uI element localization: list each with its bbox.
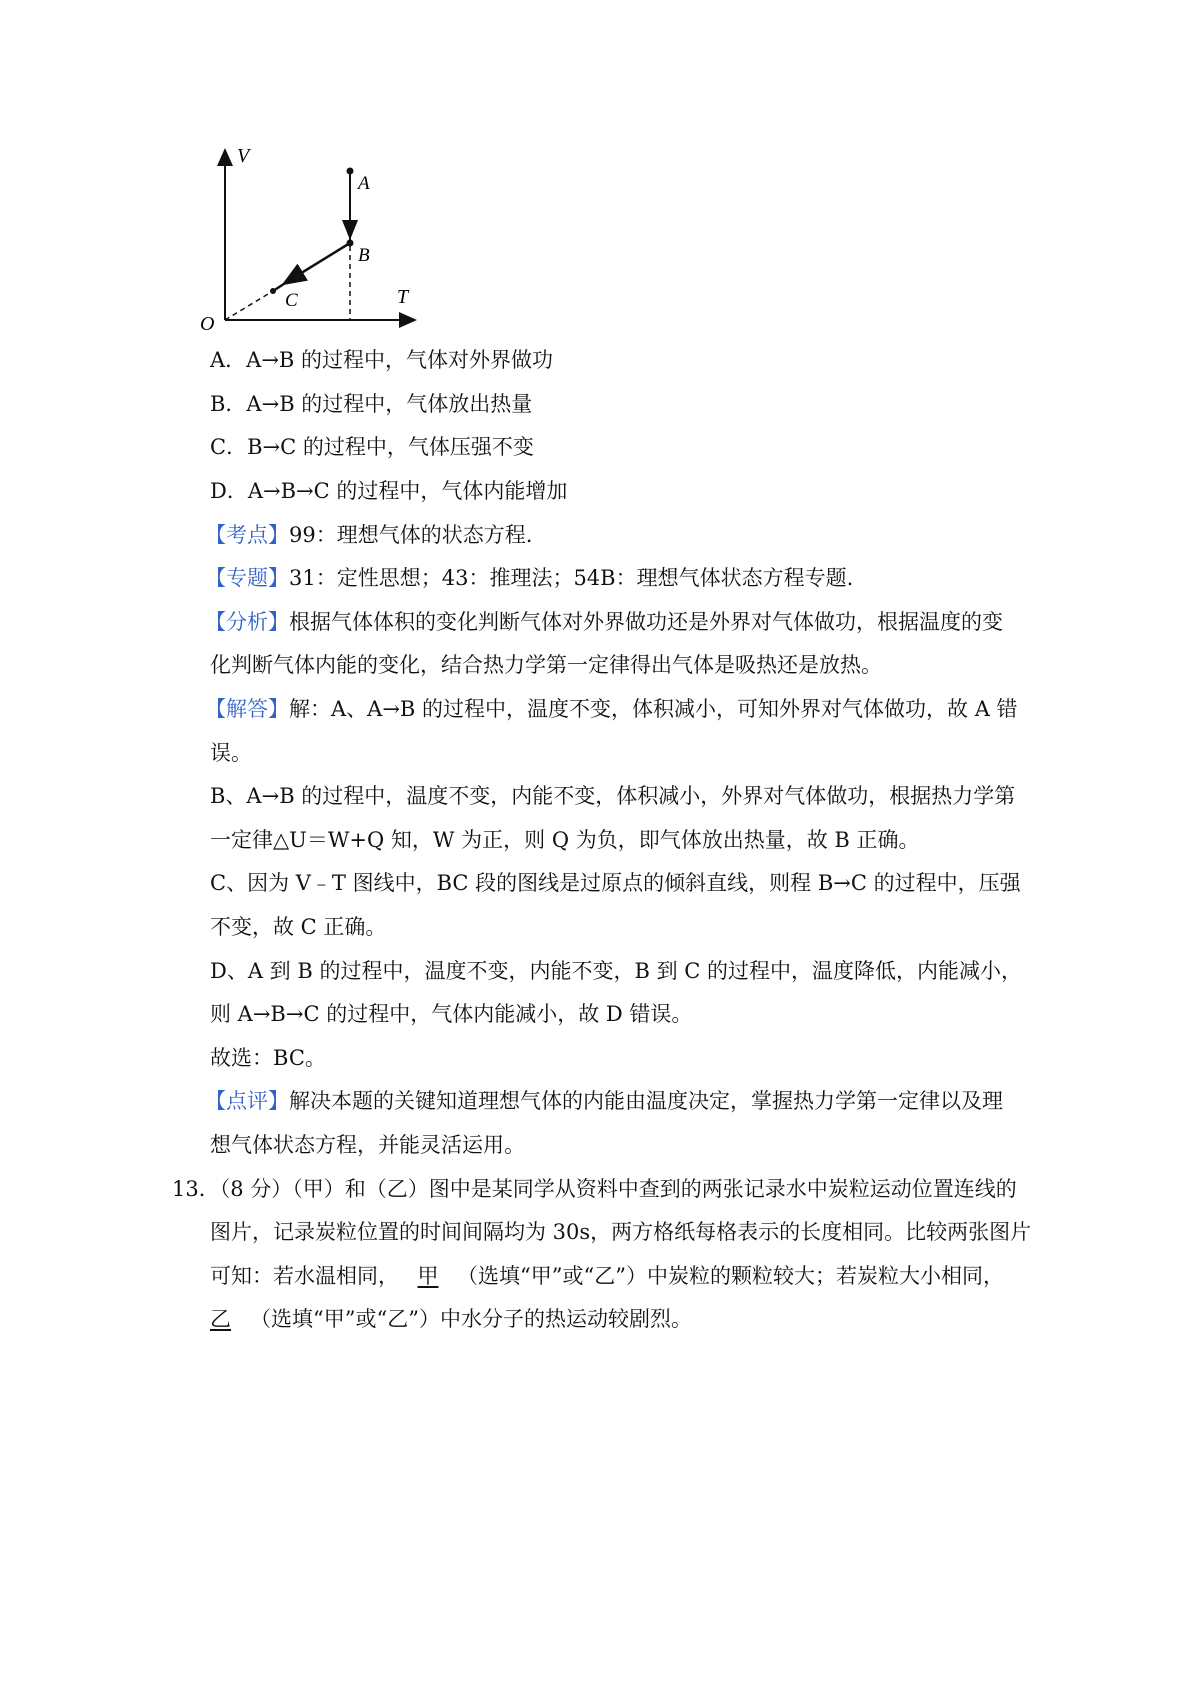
dianping-line-1 (205, 1087, 1045, 1115)
jieda-text-1: 解：A、A→B 的过程中，温度不变，体积减小，可知外界对气体做功，故 A 错 (289, 697, 1018, 721)
q13-answer-2 (210, 1305, 250, 1333)
fenxi-tag: 【分析】 (205, 610, 289, 634)
point-a (347, 168, 354, 175)
point-c (270, 288, 276, 294)
zhuanti-text: 31：定性思想；43：推理法；54B：理想气体状态方程专题. (289, 566, 854, 590)
label-b: B (358, 245, 370, 266)
jieda-line-3: B、A→B 的过程中，温度不变，内能不变，体积减小，外界对气体做功，根据热力学第 (210, 784, 1016, 808)
jieda-line-5: C、因为 V﹣T 图线中，BC 段的图线是过原点的倾斜直线，则程 B→C 的过程中，压强 (210, 871, 1021, 895)
q13-answer-2-text: 乙 (210, 1307, 231, 1331)
dianping-text-1: 解决本题的关键知道理想气体的内能由温度决定，掌握热力学第一定律以及理 (289, 1089, 1003, 1113)
q13-line-2: 图片，记录炭粒位置的时间间隔均为 30s，两方格纸每格表示的长度相同。比较两张图片 (210, 1220, 1032, 1244)
option-d: D．A→B→C 的过程中，气体内能增加 (210, 479, 568, 503)
jieda-line-6: 不变，故 C 正确。 (210, 915, 387, 939)
kaodian-line (205, 521, 1045, 549)
jieda-line-7: D、A 到 B 的过程中，温度不变，内能不变，B 到 C 的过程中，温度降低，内能减小， (210, 959, 1022, 983)
jieda-line-8: 则 A→B→C 的过程中，气体内能减小，故 D 错误。 (210, 1002, 693, 1026)
q13-line-1: 13．（8 分）（甲）和（乙）图中是某同学从资料中查到的两张记录水中炭粒运动位置连线的 (172, 1177, 1017, 1201)
q13-line-4 (210, 1305, 1050, 1333)
q13-line-3 (210, 1262, 1050, 1290)
jieda-tag: 【解答】 (205, 697, 289, 721)
label-t: T (397, 286, 409, 308)
dianping-tag: 【点评】 (205, 1089, 289, 1113)
q13-text-3b: （选填“甲”或“乙”）中炭粒的颗粒较大；若炭粒大小相同， (457, 1264, 1004, 1288)
option-b: B．A→B 的过程中，气体放出热量 (210, 392, 533, 416)
segment-bc (290, 243, 350, 280)
jieda-line-2: 误。 (210, 741, 252, 765)
dashed-extension (225, 291, 273, 320)
fenxi-line-2: 化判断气体内能的变化，结合热力学第一定律得出气体是吸热还是放热。 (210, 653, 882, 677)
q13-text-4: （选填“甲”或“乙”）中水分子的热运动较剧烈。 (250, 1307, 692, 1331)
zhuanti-line (205, 564, 1045, 592)
label-v: V (237, 145, 250, 167)
jieda-line-4: 一定律△U＝W+Q 知，W 为正，则 Q 为负，即气体放出热量，故 B 正确。 (210, 828, 920, 852)
option-a: A．A→B 的过程中，气体对外界做功 (210, 348, 554, 372)
option-c: C．B→C 的过程中，气体压强不变 (210, 435, 534, 459)
q13-answer-1-text: 甲 (417, 1264, 439, 1288)
label-a: A (358, 173, 370, 194)
kaodian-text: 99：理想气体的状态方程. (289, 523, 533, 547)
zhuanti-tag: 【专题】 (205, 566, 289, 590)
fenxi-line-1 (205, 608, 1045, 636)
q13-answer-1 (399, 1262, 457, 1290)
q13-text-3a: 可知：若水温相同， (210, 1264, 399, 1288)
label-c: C (285, 290, 298, 311)
dianping-line-2: 想气体状态方程，并能灵活运用。 (210, 1133, 525, 1157)
kaodian-tag: 【考点】 (205, 523, 289, 547)
v-t-graph (200, 140, 465, 370)
point-b (347, 240, 354, 247)
fenxi-text-1: 根据气体体积的变化判断气体对外界做功还是外界对气体做功，根据温度的变 (289, 610, 1003, 634)
label-o: O (200, 313, 215, 335)
jieda-line-1 (205, 695, 1045, 723)
jieda-line-9: 故选：BC。 (210, 1046, 326, 1070)
